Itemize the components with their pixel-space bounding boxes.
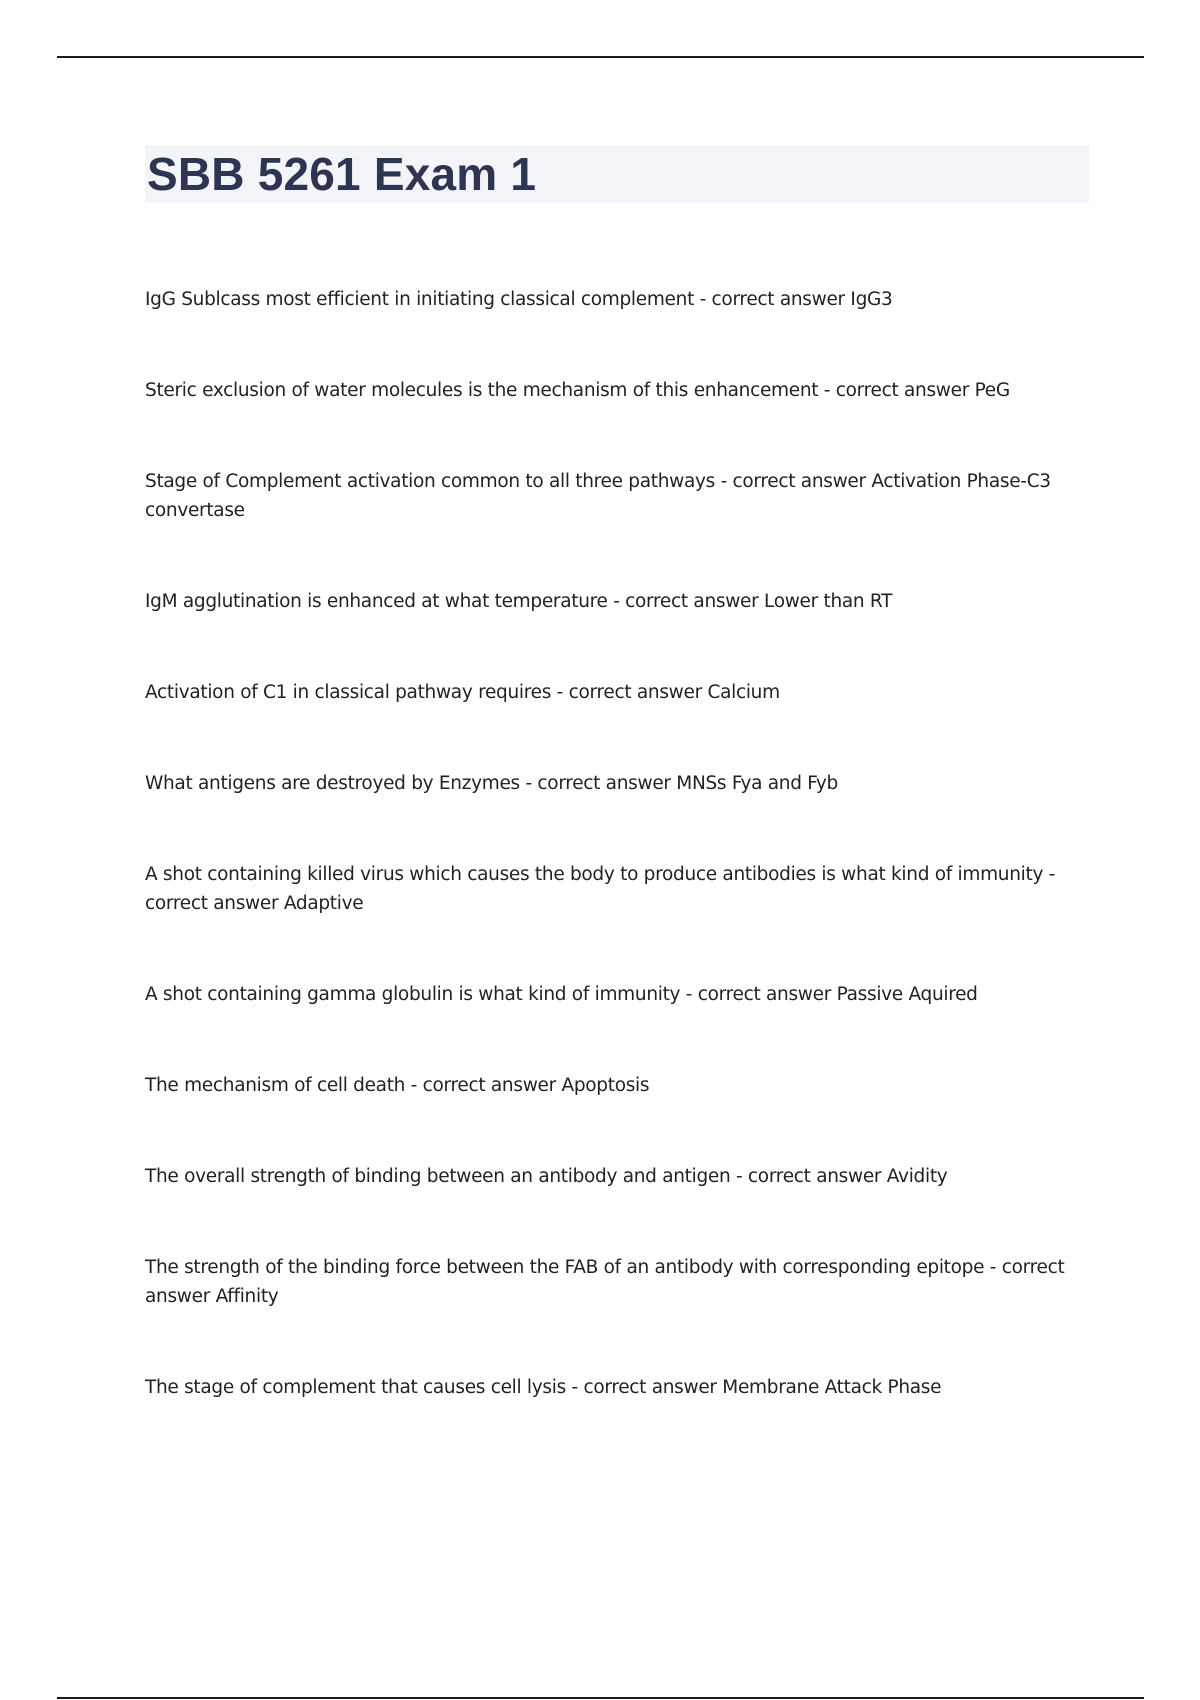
qa-item: A shot containing gamma globulin is what kind of immunity - correct answer Passive Aquired <box>145 984 978 1005</box>
page-title: SBB 5261 Exam 1 <box>147 148 537 200</box>
title-block <box>145 145 1089 203</box>
qa-item: The overall strength of binding between an antibody and antigen - correct answer Avidity <box>145 1166 948 1187</box>
qa-item: The mechanism of cell death - correct answer Apoptosis <box>145 1075 650 1096</box>
qa-item: IgM agglutination is enhanced at what temperature - correct answer Lower than RT <box>145 591 893 612</box>
qa-list <box>145 285 1085 1464</box>
qa-item: The strength of the binding force between the FAB of an antibody with corresponding epitope - correct answer Affinity <box>145 1257 1065 1307</box>
top-rule <box>57 56 1144 58</box>
qa-item: A shot containing killed virus which causes the body to produce antibodies is what kind of immunity - correct answer Adaptive <box>145 864 1056 914</box>
qa-item: The stage of complement that causes cell lysis - correct answer Membrane Attack Phase <box>145 1377 942 1398</box>
qa-item: What antigens are destroyed by Enzymes - correct answer MNSs Fya and Fyb <box>145 773 838 794</box>
qa-item: IgG Sublcass most efficient in initiating classical complement - correct answer IgG3 <box>145 289 893 310</box>
bottom-rule <box>57 1697 1144 1699</box>
qa-item: Stage of Complement activation common to all three pathways - correct answer Activation Phase-C3 convertase <box>145 471 1051 521</box>
qa-item: Activation of C1 in classical pathway requires - correct answer Calcium <box>145 682 780 703</box>
qa-item: Steric exclusion of water molecules is the mechanism of this enhancement - correct answer PeG <box>145 380 1010 401</box>
